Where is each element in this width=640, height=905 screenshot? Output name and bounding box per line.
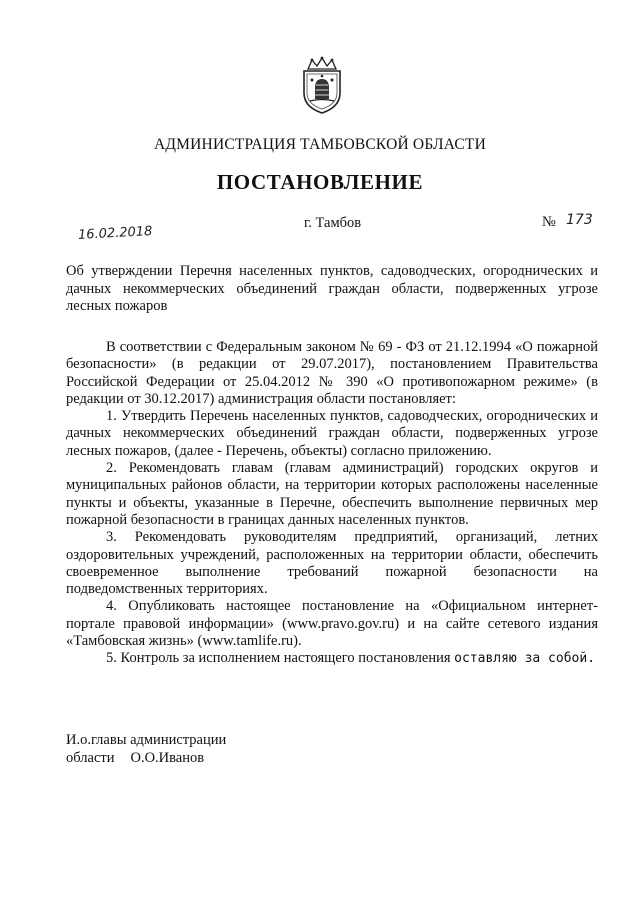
- clause-4: 4. Опубликовать настоящее постановление на «Официальном интернет-портале правовой информации» (www.pravo.gov.ru) и на сайте сетевого издания «Тамбовская жизнь» (www.tamlife.ru).: [66, 598, 598, 650]
- signature-block: [66, 731, 226, 767]
- document-type-title: ПОСТАНОВЛЕНИЕ: [216, 170, 424, 194]
- number-label: №: [542, 214, 556, 230]
- document-subject: Об утверждении Перечня населенных пунктов, садоводческих, огороднических и дачных некоммерческих объединений граждан области, подверженных угрозе лесных пожаров: [66, 263, 598, 314]
- handwritten-date: 16.02.2018: [77, 224, 153, 243]
- signatory-position-line2: области: [66, 750, 115, 766]
- handwritten-number: 173: [566, 212, 593, 228]
- tambov-coat-of-arms-icon: [298, 55, 346, 115]
- clause-5-typed: оставляю за собой.: [454, 651, 596, 667]
- preamble-paragraph: В соответствии с Федеральным законом № 69 - ФЗ от 21.12.1994 «О пожарной безопасности» (в редакции от 29.07.2017), постановлением Правительства Российской Федерации от 25.04.2012 № 390 «О противопожарном режиме» (в редакции от 30.12.2017) администрация области постановляет:: [66, 339, 598, 407]
- signatory-position-line1: И.о.главы администрации: [66, 732, 227, 748]
- clause-5: [66, 650, 598, 667]
- clause-2: 2. Рекомендовать главам (главам администраций) городских округов и муниципальных районов области, на территории которых расположены населенные пункты и объекты, указанные в Перечне, обеспечить выполнение первичных мер пожарной безопасности в границах данных населенных пунктов.: [66, 460, 598, 528]
- city: г. Тамбов: [304, 215, 362, 231]
- signatory-name: О.О.Иванов: [130, 750, 205, 766]
- clause-3: 3. Рекомендовать руководителям предприятий, организаций, летних оздоровительных учреждений, расположенных на территории области, обеспечить своевременное выполнение требований пожарной безопасности на подведомственных территориях.: [66, 529, 598, 598]
- organization-name: АДМИНИСТРАЦИЯ ТАМБОВСКОЙ ОБЛАСТИ: [154, 136, 486, 153]
- clause-5-printed: 5. Контроль за исполнением настоящего постановления: [106, 650, 451, 667]
- document-body: [66, 339, 598, 668]
- clause-1: 1. Утвердить Перечень населенных пунктов, садоводческих, огороднических и дачных некоммерческих объединений граждан области, подверженных угрозе лесных пожаров, (далее - Перечень, объекты) согласно приложению.: [66, 408, 598, 459]
